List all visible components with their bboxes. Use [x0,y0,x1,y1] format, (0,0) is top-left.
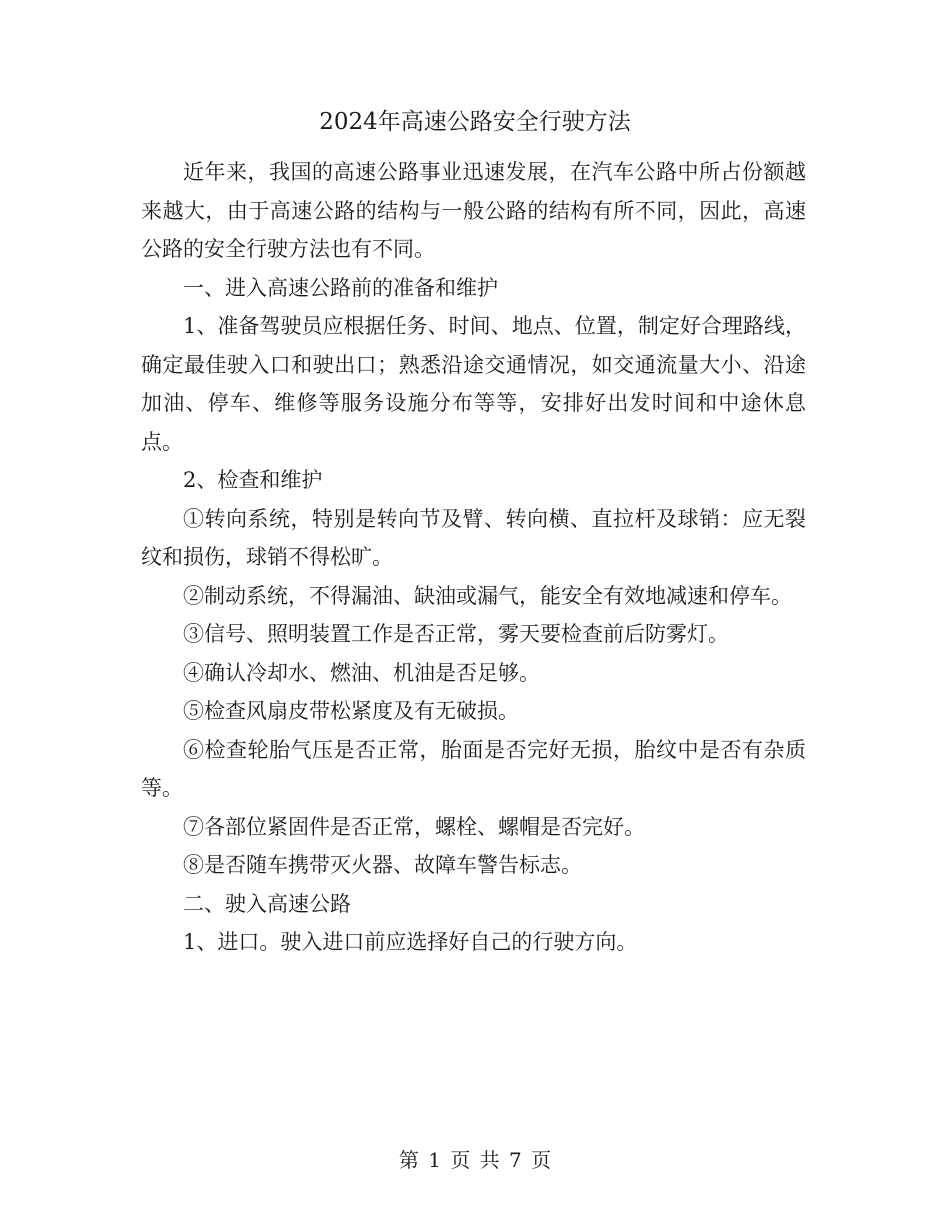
section-heading-1: 一、进入高速公路前的准备和维护 [183,275,498,300]
paragraph-preparation: 1、准备驾驶员应根据任务、时间、地点、位置，制定好合理路线，确定最佳驶入口和驶出口；熟悉沿途交通情况，如交通流量大小、沿途加油、停车、维修等服务设施分布等等，安排好出发时间和中途休息点。 [141,314,806,454]
page-footer: 第 1 页 共 7 页 [398,1148,552,1172]
list-item-lights: ③信号、照明装置工作是否正常，雾天要检查前后防雾灯。 [183,622,729,646]
subheading-check-maintain: 2、检查和维护 [183,468,323,492]
list-item-fluids: ④确认冷却水、燃油、机油是否足够。 [183,660,540,685]
document-body [141,153,806,962]
list-item-fasteners: ⑦各部位紧固件是否正常，螺栓、螺帽是否完好。 [183,814,645,839]
list-item-steering: ①转向系统，特别是转向节及臂、转向横、直拉杆及球销：应无裂纹和损伤，球销不得松旷。 [141,506,806,569]
list-item-tires: ⑥检查轮胎气压是否正常，胎面是否完好无损，胎纹中是否有杂质等。 [141,737,806,800]
list-item-extinguisher: ⑧是否随车携带灭火器、故障车警告标志。 [183,853,582,877]
document-title: 2024年高速公路安全行驶方法 [319,109,631,135]
list-item-brake: ②制动系统，不得漏油、缺油或漏气，能安全有效地减速和停车。 [183,583,792,608]
section-heading-2: 二、驶入高速公路 [183,891,351,916]
list-item-fan-belt: ⑤检查风扇皮带松紧度及有无破损。 [183,699,519,723]
paragraph-intro: 近年来，我国的高速公路事业迅速发展，在汽车公路中所占份额越来越大，由于高速公路的结构与一般公路的结构有所不同，因此，高速公路的安全行驶方法也有不同。 [141,160,806,261]
paragraph-entrance: 1、进口。驶入进口前应选择好自己的行驶方向。 [183,930,638,954]
